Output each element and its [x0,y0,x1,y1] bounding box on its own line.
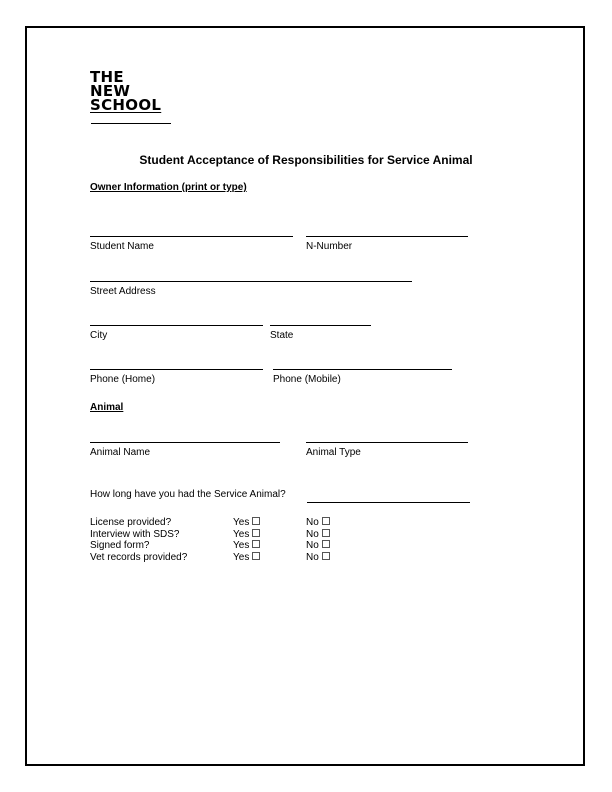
checkbox-icon[interactable] [252,552,260,560]
animal-type-label: Animal Type [306,447,361,458]
logo-line-school: SCHOOL [90,96,162,114]
signed-form-no-option[interactable] [306,540,330,552]
form-title-text: Student Acceptance of Responsibilities for Service Animal [139,153,473,167]
animal-name-field[interactable] [90,442,280,443]
logo-underline [91,123,171,124]
animal-heading: Animal [90,402,124,413]
interview-yes-option[interactable] [233,529,260,541]
checkbox-icon[interactable] [252,517,260,525]
interview-no-option[interactable] [306,529,330,541]
checkbox-icon[interactable] [322,552,330,560]
duration-question: How long have you had the Service Animal? [90,489,286,500]
checkbox-icon[interactable] [322,529,330,537]
phone-mobile-field[interactable] [273,369,452,370]
yes-label: Yes [233,517,250,528]
page-border [25,26,585,766]
yes-label: Yes [233,551,250,563]
vet-records-no-option[interactable] [306,552,330,564]
n-number-label: N-Number [306,241,353,252]
check-question: License provided? [90,517,172,528]
city-field[interactable] [90,325,263,326]
n-number-field[interactable] [306,236,468,237]
check-question: Interview with SDS? [90,528,180,540]
no-label: No [306,517,319,528]
animal-name-label: Animal Name [90,447,151,458]
phone-home-field[interactable] [90,369,263,370]
checkbox-icon[interactable] [252,540,260,548]
logo-line-new: NEW [90,82,131,100]
the-new-school-logo [90,70,161,112]
student-name-label: Student Name [90,241,154,252]
checkbox-icon[interactable] [252,529,260,537]
state-field[interactable] [270,325,371,326]
form-title [0,153,612,167]
license-yes-option[interactable] [233,517,260,529]
no-label: No [306,551,319,563]
city-label: City [90,330,108,341]
logo-line-the: THE [90,68,124,86]
check-question: Signed form? [90,540,150,551]
animal-type-field[interactable] [306,442,468,443]
phone-mobile-label: Phone (Mobile) [273,374,341,385]
signed-form-yes-option[interactable] [233,540,260,552]
student-name-field[interactable] [90,236,293,237]
owner-info-heading: Owner Information (print or type) [90,182,247,193]
no-label: No [306,528,319,540]
checkbox-icon[interactable] [322,540,330,548]
yes-label: Yes [233,528,250,540]
checkbox-icon[interactable] [322,517,330,525]
street-address-label: Street Address [90,286,156,297]
license-no-option[interactable] [306,517,330,529]
duration-answer-field[interactable] [307,502,470,503]
yes-label: Yes [233,540,250,551]
check-question: Vet records provided? [90,551,188,563]
vet-records-yes-option[interactable] [233,552,260,564]
state-label: State [270,330,294,341]
no-label: No [306,540,319,551]
phone-home-label: Phone (Home) [90,374,156,385]
street-address-field[interactable] [90,281,412,282]
